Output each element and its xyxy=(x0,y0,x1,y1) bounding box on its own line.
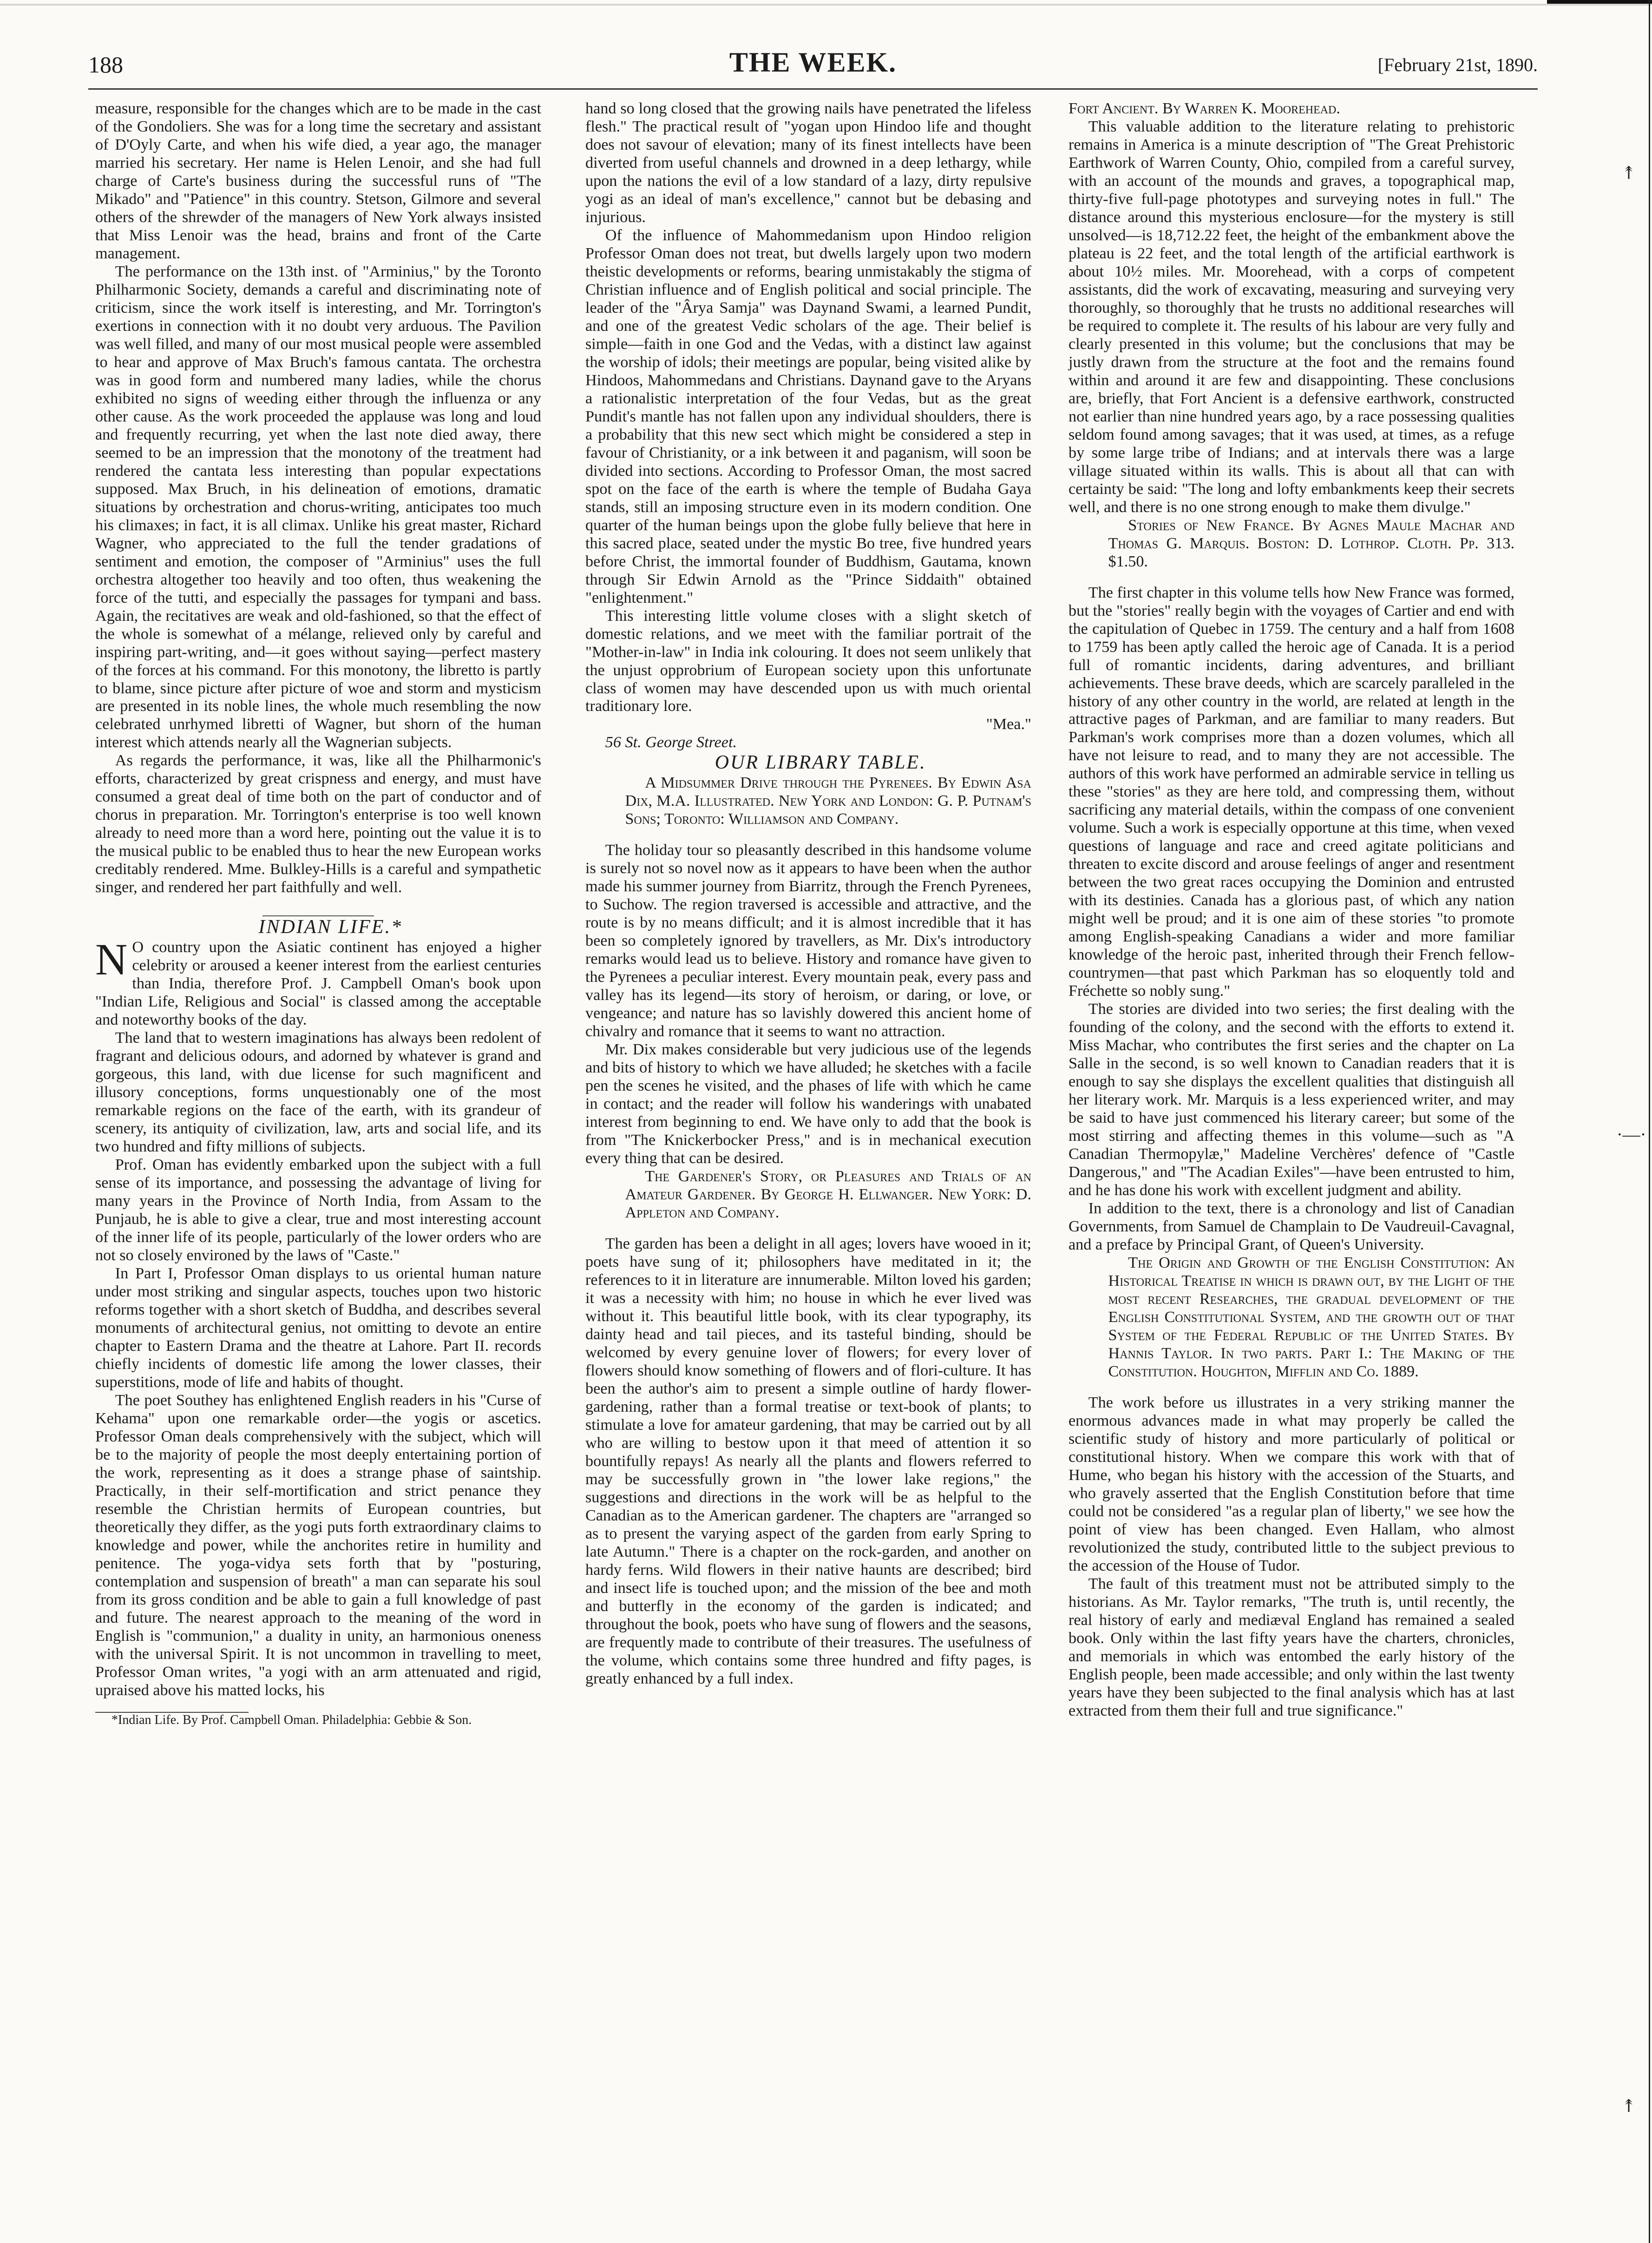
page-header xyxy=(88,46,1538,84)
paragraph: The fault of this treatment must not be attributed simply to the historians. As Mr. Taylor remarks, "The truth is, until recently, the real history of early and mediæval England has remained a sealed book. Only within the last fifty years have the charters, chronicles, and memorials in which was entombed the early history of the English people, been made accessible; and only within the last twenty years have they been subjected to the final analysis which has at last extracted from them their full and true significance." xyxy=(1069,1575,1514,1719)
paragraph: In Part I, Professor Oman displays to us oriental human nature under most striking and singular aspects, touches upon two historic reforms together with a short sketch of Buddha, and describes several monuments of architectural genius, not omitting to devote an entire chapter to Eastern Drama and the theatre at Lahore. Part II. records chiefly incidents of domestic life among the lower classes, their superstitions, mode of life and habits of thought. xyxy=(95,1264,541,1391)
column-3 xyxy=(1069,100,1514,1720)
paragraph: The garden has been a delight in all ages; lovers have wooed in it; poets have sung of it; philosophers have meditated in it; the references to it in literature are innumerable. Milton loved his garden; it was a necessity with him; no house in which he ever lived was without it. This beautiful little book, with its clear typography, its dainty head and tail pieces, and its tasteful binding, should be welcomed by every genuine lover of flowers; for every lover of flowers should know something of flowers and of flori-culture. It has been the author's aim to present a simple outline of hardy flower-gardening, rather than a formal treatise or text-book of plants; to stimulate a love for amateur gardening, that may be carried out by all who are willing to bestow upon it that meed of attention it so bountifully repays! As nearly all the plants and flowers referred to may be successfully grown in "the lower lake regions," the suggestions and directions in the work will be as helpful to the Canadian as to the American gardener. The chapters are "arranged so as to present the varying aspect of the garden from early Spring to late Autumn." There is a chapter on the rock-garden, and another on hardy ferns. Wild flowers in their native haunts are described; bird and insect life is touched upon; and the mission of the bee and moth and butterfly in the economy of the garden is indicated; and throughout the book, poets who have sung of flowers and the seasons, are frequently made to contribute of their treasures. The usefulness of the volume, which contains some three hundred and fifty pages, is greatly enhanced by a full index. xyxy=(585,1235,1031,1687)
column-2 xyxy=(585,100,1031,1688)
paragraph: The performance on the 13th inst. of "Arminius," by the Toronto Philharmonic Society, demands a careful and discriminating note of criticism, since the work itself is interesting, and Mr. Torrington's exertions in connection with it no doubt very arduous. The Pavilion was well filled, and many of our most musical people were assembled to hear and approve of Max Bruch's famous cantata. The orchestra was in good form and numbered many ladies, while the chorus exhibited no signs of weeding either through the influenza or any other cause. As the work proceeded the applause was long and loud and frequently recurring, yet when the last note died away, there seemed to be an impression that the monotony of the treatment had rendered the cantata less interesting than popular expectations supposed. Max Bruch, in his delineation of emotions, dramatic situations by orchestration and chorus-writing, anticipates too much his climaxes; in fact, it is all climax. Unlike his great master, Richard Wagner, who appreciated to the full the tender gradations of sentiment and emotion, the composer of "Arminius" uses the full orchestra altogether too heavily and too often, thus weakening the force of the tutti, and especially the passages for tympani and bass. Again, the recitatives are weak and old-fashioned, so that the effect of the whole is somewhat of a mélange, relieved only by careful and inspiring part-writing, and—it goes without saying—perfect mastery of the forces at his command. For this monotony, the libretto is partly to blame, since picture after picture of woe and storm and mysticism are presented in its noble lines, the whole much resembling the now celebrated unrhymed libretti of Wagner, but shorn of the human interest which attends nearly all the Wagnerian subjects. xyxy=(95,263,541,751)
drop-cap: N xyxy=(95,934,128,985)
paragraph: The poet Southey has enlightened English readers in his "Curse of Kehama" upon one remarkable order—the yogis or ascetics. Professor Oman deals comprehensively with the subject, which will be to the majority of people the most deeply entertaining portion of the work, representing as it does a strange phase of saintship. Practically, in their self-mortification and strict penance they resemble the Christian hermits of European countries, but theoretically they differ, as the yogi puts forth extraordinary claims to knowledge and power, while the anchorites retire in humility and penitence. The yoga-vidya sets forth that by "posturing, contemplation and suspension of breath" a man can separate his soul from its gross condition and be able to gain a full knowledge of past and future. The nearest approach to the meaning of the word in English is "communion," a duality in unity, an harmonious oneness with the universal Spirit. It is not uncommon in travelling to meet, Professor Oman writes, "a yogi with an arm attenuated and rigid, upraised above his matted locks, his xyxy=(95,1391,541,1699)
paragraph: hand so long closed that the growing nails have penetrated the lifeless flesh." The practical result of "yogan upon Hindoo life and thought does not savour of elevation; many of its finest intellects have been diverted from useful channels and drowned in a deep lethargy, while upon the nations the evil of a low standard of a lazy, dirty repulsive yogi as an ideal of man's excellence," cannot but be debasing and injurious. xyxy=(585,100,1031,226)
book-heading: Stories of New France. By Agnes Maule Machar and Thomas G. Marquis. Boston: D. Lothrop. Cloth. Pp. 313. $1.50. xyxy=(1108,516,1514,570)
paragraph: The work before us illustrates in a very striking manner the enormous advances made in what may properly be called the scientific study of history and more particularly of political or constitutional history. When we compare this work with that of Hume, who began his history with the accession of the Stuarts, and who gravely asserted that the English Constitution before that time could not be considered "as a regular plan of liberty," we see how the point of view has been changed. Even Hallam, who almost revolutionized the study, contributed little to the subject previous to the accession of the House of Tudor. xyxy=(1069,1394,1514,1574)
scan-mark: ↟ xyxy=(1621,164,1636,183)
issue-date: [February 21st, 1890. xyxy=(1377,54,1538,75)
paragraph: The holiday tour so pleasantly described in this handsome volume is surely not so novel now as it appears to have been when the author made his summer journey from Biarritz, through the French Pyrenees, to Suchow. The region traversed is accessible and attractive, and the route is by no means difficult; and it is almost incredible that it has been so completely ignored by travellers, as Mr. Dix's introductory remarks would lead us to believe. History and romance have given to the Pyrenees a peculiar interest. Every mountain peak, every pass and valley has its legend—its story of heroism, or daring, or love, or vengeance; and nature has so lavishly dowered this ancient home of chivalry and romance that it seems to want no attraction. xyxy=(585,842,1031,1040)
signature: "Mea." xyxy=(986,716,1031,733)
section-heading-library-table: OUR LIBRARY TABLE. xyxy=(715,752,926,774)
paragraph: In addition to the text, there is a chronology and list of Canadian Governments, from Samuel de Champlain to De Vaudreuil-Cavagnal, and a preface by Principal Grant, of Queen's University. xyxy=(1069,1200,1514,1254)
header-rule xyxy=(88,88,1538,90)
page-number: 188 xyxy=(88,52,123,78)
section-heading-indian-life: INDIAN LIFE.* xyxy=(258,916,403,938)
scan-mark: ↟ xyxy=(1621,2097,1636,2116)
paragraph: Of the influence of Mahommedanism upon Hindoo religion Professor Oman does not treat, but dwells largely upon two modern theistic developments or reforms, bearing unmistakably the stigma of Christian influence and of English political and social principle. The leader of the "Ârya Samja" was Daynand Swami, a learned Pundit, and one of the greatest Vedic scholars of the age. Their belief is simple—faith in one God and the Vedas, with a distinct law against the worship of idols; their meetings are popular, being visited alike by Hindoos, Mahommedans and Christians. Daynand gave to the Aryans a rationalistic interpretation of the four Vedas, but as the great Pundit's mantle has not fallen upon any individual shoulders, there is a probability that this new sect which might be considered a step in favour of Christianity, or a ink between it and paganism, will soon be divided into sections. According to Professor Oman, the most sacred spot on the face of the earth is where the temple of Budaha Gaya stands, still an imposing structure even in its modern condition. One quarter of the human beings upon the globe fully believe that here in this sacred place, seated under the mystic Bo tree, five hundred years before Christ, the immortal founder of Buddhism, Gautama, known through Sir Edwin Arnold as the "Prince Siddaith" obtained "enlightenment." xyxy=(585,226,1031,606)
scan-mark: ·—· xyxy=(1617,1125,1646,1145)
paragraph: The stories are divided into two series; the first dealing with the founding of the colony, and the second with the efforts to extend it. Miss Machar, who contributes the first series and the chapter on La Salle in the second, is so well known to Canadian readers that it is enough to say she displays the excellent qualities that distinguish all her literary work. Mr. Marquis is a less experienced writer, and may be said to have just commenced his literary career; but some of the most stirring and affecting themes in this volume—such as "A Canadian Thermopylæ," Madeline Verchères' defence of "Castle Dangerous," and "The Acadian Exiles"—have been entrusted to him, and he has done his work with excellent judgment and ability. xyxy=(1069,1000,1514,1199)
scan-edge-top xyxy=(1547,0,1652,4)
scan-top-line xyxy=(0,4,1652,6)
address: 56 St. George Street. xyxy=(605,734,737,751)
paragraph: measure, responsible for the changes which are to be made in the cast of the Gondoliers. She was for a long time the secretary and assistant of D'Oyly Carte, and when his wife died, a year ago, the manager married his secretary. Her name is Helen Lenoir, and she had full charge of Carte's business during the successful runs of "The Mikado" and "Patience" in this country. Stetson, Gilmore and several others of the shrewder of the managers of New York always insisted that Miss Lenoir was the head, brains and front of the Carte management. xyxy=(95,100,541,262)
paragraph: The land that to western imaginations has always been redolent of fragrant and delicious odours, and adorned by whatever is grand and gorgeous, this land, with due license for such magnificent and illusory conceptions, forms unquestionably one of the most remarkable regions on the face of the earth, with its grandeur of scenery, its antiquity of civilization, law, arts and social life, and its two hundred and fifty millions of subjects. xyxy=(95,1029,541,1156)
paragraph: The first chapter in this volume tells how New France was formed, but the "stories" really begin with the voyages of Cartier and end with the capitulation of Quebec in 1759. The century and a half from 1608 to 1759 has been aptly called the heroic age of Canada. It is a period full of romantic incidents, daring adventures, and brilliant achievements. These brave deeds, which are scarcely paralleled in the history of any other country in the world, are related at length in the attractive pages of Parkman, and are familiar to many readers. But Parkman's work comprises more than a dozen volumes, which all have not leisure to read, and to many they are not accessible. The authors of this work have performed an admirable service in telling us these "stories" as they are here told, and compressing them, without sacrificing any material details, within the compass of one convenient volume. Such a work is especially opportune at this time, when vexed questions of language and race and creed agitate politicians and threaten to excite discord and arouse feelings of anger and resentment between the two great races occupying the Dominion and entrusted with its destinies. Canada has a glorious past, of which any nation might well be proud; and it is one aim of these stories "to promote among English-speaking Canadians a wider and more familiar knowledge of the heroic past, inherited through their French fellow-countrymen—that past which Parkman has so eloquently told and Fréchette so nobly sung." xyxy=(1069,584,1514,1000)
scan-edge-right xyxy=(1649,0,1650,2243)
column-1 xyxy=(95,100,541,1727)
footnote: *Indian Life. By Prof. Campbell Oman. Philadelphia: Gebbie & Son. xyxy=(111,1712,472,1727)
paragraph: This interesting little volume closes with a slight sketch of domestic relations, and we meet with the familiar portrait of the "Mother-in-law" in India ink colouring. It does not seem unlikely that the unjust opprobrium of European society upon this unfortunate class of women may have descended upon us with much oriental traditionary lore. xyxy=(585,607,1031,715)
book-heading: The Gardener's Story, or Pleasures and Trials of an Amateur Gardener. By George H. Ellwanger. New York: D. Appleton and Company. xyxy=(625,1167,1031,1221)
book-heading: The Origin and Growth of the English Constitution: An Historical Treatise in which is drawn out, by the Light of the most recent Researches, the gradual development of the English Constitutional System, and the growth out of that System of the Federal Republic of the United States. By Hannis Taylor. In two parts. Part I.: The Making of the Constitution. Houghton, Mifflin and Co. 1889. xyxy=(1108,1254,1514,1380)
paragraph: Prof. Oman has evidently embarked upon the subject with a full sense of its importance, and possessing the advantage of living for many years in the Province of North India, from Assam to the Punjaub, he is able to give a clear, true and most interesting account of the inner life of its people, particularly of the lower orders who are not so closely environed by the laws of "Caste." xyxy=(95,1156,541,1264)
paragraph: This valuable addition to the literature relating to prehistoric remains in America is a minute description of "The Great Prehistoric Earthwork of Warren County, Ohio, compiled from a careful survey, with an account of the mounds and graves, a topographical map, thirty-five full-page phototypes and surveying notes in full." The distance around this mysterious enclosure—for the mystery is still unsolved—is 18,712.22 feet, the height of the embankment above the plateau is 22 feet, and the total length of the artificial earthwork is about 10½ miles. Mr. Moorehead, with a corps of competent assistants, did the work of excavating, measuring and surveying very thoroughly, so thoroughly that he trusts no additional researches will be required to complete it. The results of his labour are very fully and clearly presented in this volume; but the conclusions that may be justly drawn from the structure at the foot and the remains found within and around it are few and disappointing. These conclusions are, briefly, that Fort Ancient is a defensive earthwork, constructed not earlier than nine hundred years ago, by a race possessing qualities seldom found among savages; that it was used, at times, as a refuge by some large tribe of Indians; and at intervals there was a large village situated within its walls. This is about all that can with certainty be said: "The long and lofty embankments keep their secrets well, and there is no one strong enough to make them divulge." xyxy=(1069,118,1514,516)
paragraph: As regards the performance, it was, like all the Philharmonic's efforts, characterized by great crispness and energy, and must have consumed a great deal of time both on the part of conductor and of chorus in preparation. Mr. Torrington's enterprise is too well known already to need more than a word here, pointing out the value it is to the musical public to be enabled thus to hear the new European works creditably rendered. Mme. Bulkley-Hills is a careful and sympathetic singer, and rendered her part faithfully and well. xyxy=(95,752,541,896)
paragraph-text: O country upon the Asiatic continent has enjoyed a higher celebrity or aroused a keener interest from the earliest centuries than India, therefore Prof. J. Campbell Oman's book upon "Indian Life, Religious and Social" is classed among the acceptable and noteworthy books of the day. xyxy=(95,939,541,1029)
paragraph: Mr. Dix makes considerable but very judicious use of the legends and bits of history to which we have alluded; he sketches with a facile pen the scenes he visited, and the phases of life with which he came in contact; and the reader will follow his wanderings with unabated interest from beginning to end. We have only to add that the book is from "The Knickerbocker Press," and is in mechanical execution every thing that can be desired. xyxy=(585,1041,1031,1167)
journal-title: THE WEEK. xyxy=(729,47,897,78)
book-heading: A Midsummer Drive through the Pyrenees. By Edwin Asa Dix, M.A. Illustrated. New York and London: G. P. Putnam's Sons; Toronto: Williamson and Company. xyxy=(625,774,1031,828)
book-heading: Fort Ancient. By Warren K. Moorehead. xyxy=(1069,100,1340,117)
paragraph xyxy=(95,934,541,1029)
